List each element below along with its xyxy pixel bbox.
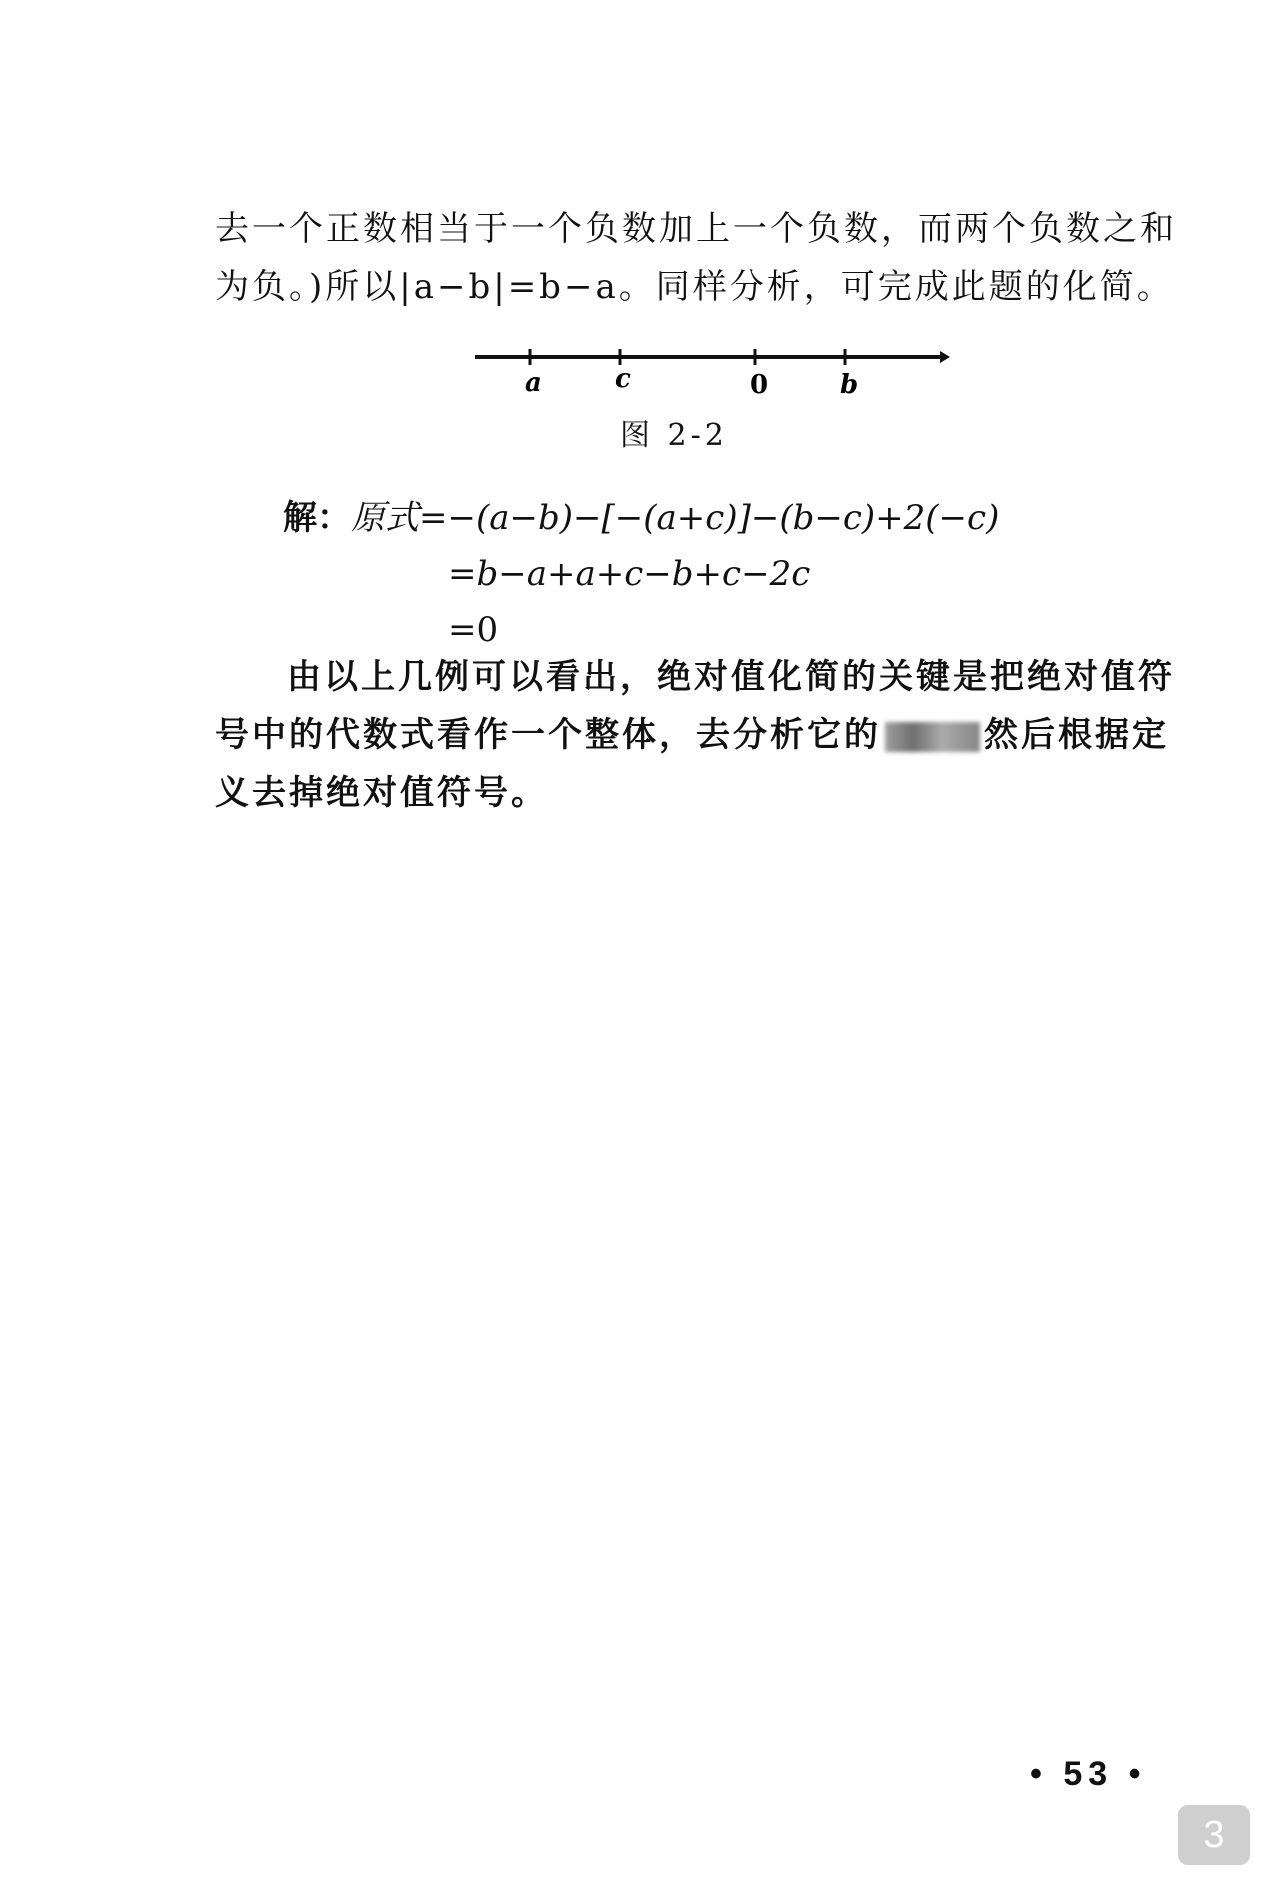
paragraph-2: [215, 648, 1215, 822]
paragraph-2-line-1-text: 由以上几例可以看出，绝对值化简的关键是把绝对值符: [287, 657, 1175, 697]
solution-line-1: 原式=−(a−b)−[−(a+c)]−(b−c)+2(−c): [351, 498, 1000, 538]
solution-row-2: [283, 546, 999, 602]
label-c: c: [615, 364, 631, 394]
figure-caption: 图 2-2: [620, 418, 728, 453]
solution-block: [283, 490, 999, 658]
label-b: b: [840, 370, 859, 400]
label-zero: 0: [750, 370, 769, 400]
number-line-arrow: [940, 351, 950, 363]
paragraph-2-line-2b: 然后根据定: [984, 715, 1169, 755]
paragraph-2-line-2a: 号中的代数式看作一个整体，去分析它的: [215, 715, 881, 755]
paragraph-2-line-1: [215, 648, 1215, 706]
paragraph-2-line-3: 义去掉绝对值符号。: [215, 773, 548, 813]
page-badge[interactable]: 3: [1178, 1805, 1250, 1865]
solution-line-3: =0: [448, 610, 499, 650]
paragraph-2-line-2: [215, 706, 1215, 764]
solution-line-2: =b−a+a+c−b+c−2c: [448, 554, 811, 594]
label-a: a: [525, 368, 542, 398]
page-number: • 53 •: [1030, 1755, 1147, 1793]
solution-row-1: [283, 490, 999, 546]
paragraph-1: [215, 200, 1215, 316]
solution-label: 解：: [283, 498, 351, 538]
paragraph-1-line-2: 为负。)所以|a−b|=b−a。同样分析，可完成此题的化简。: [215, 267, 1174, 307]
paragraph-1-line-1: 去一个正数相当于一个负数加上一个负数，而两个负数之和: [215, 209, 1177, 249]
blurred-text: [885, 722, 980, 752]
number-line-figure: [470, 335, 950, 405]
